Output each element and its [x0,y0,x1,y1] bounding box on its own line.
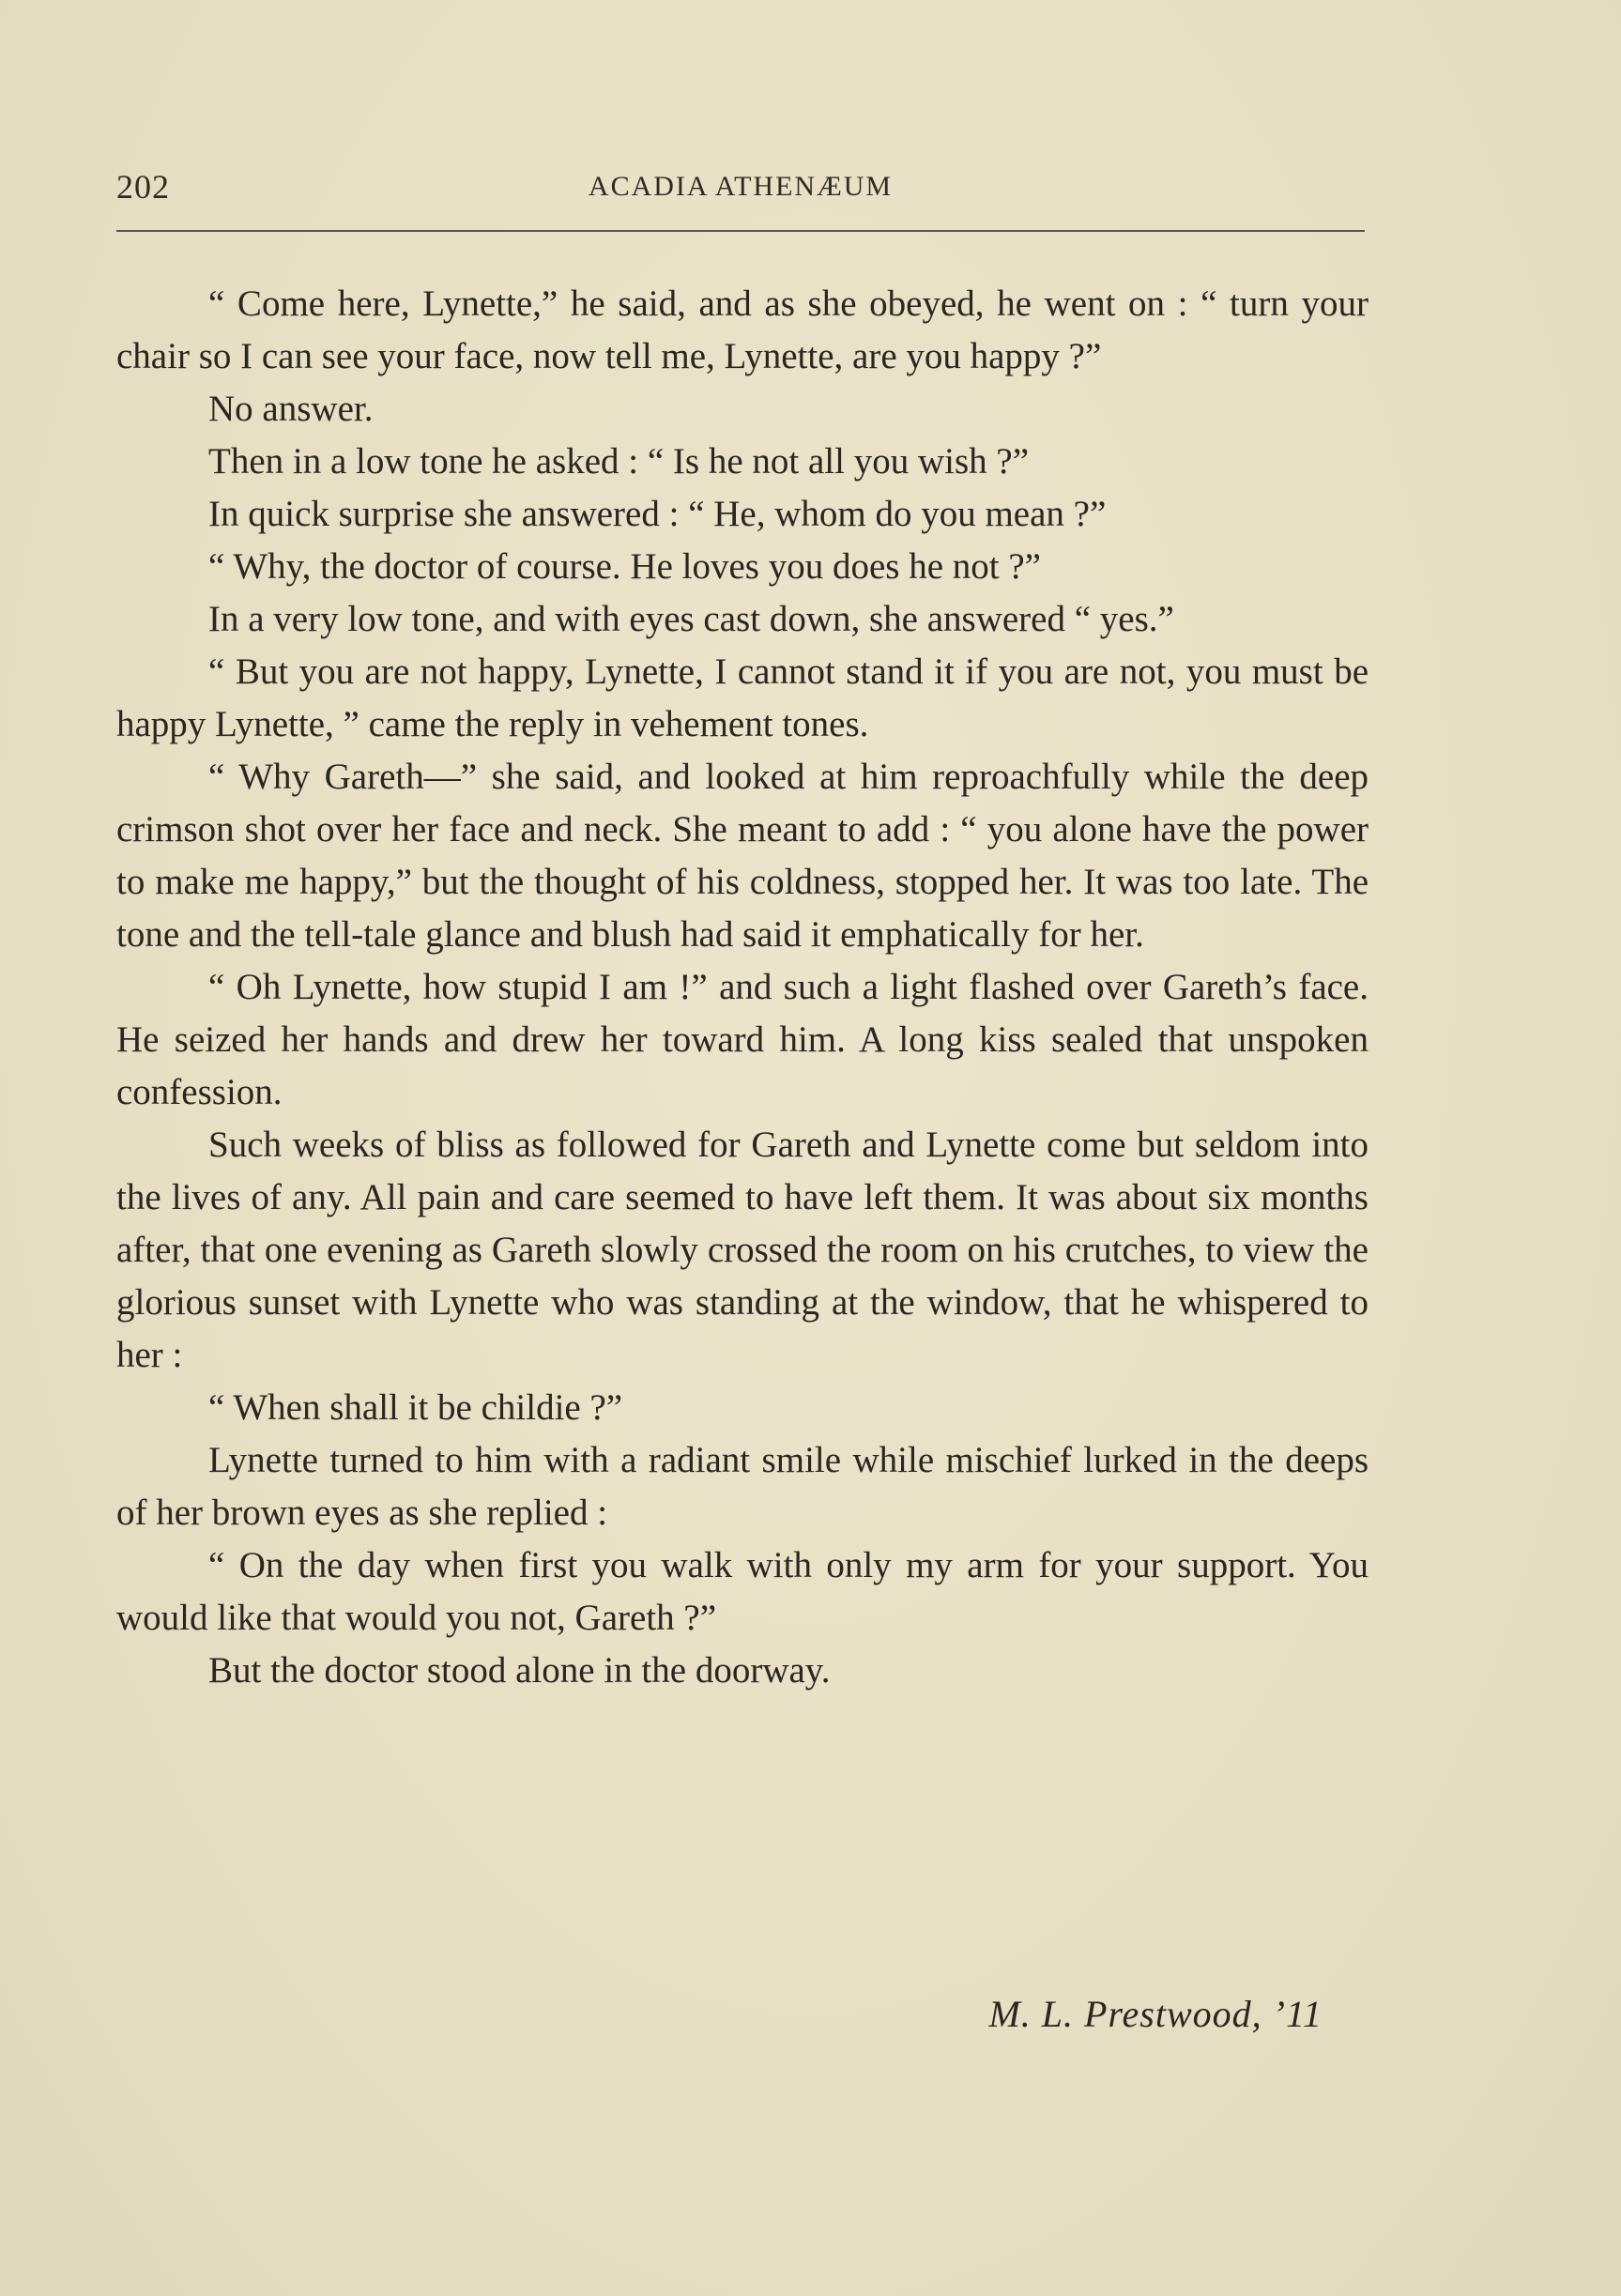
page-header [116,167,1365,214]
paragraph: But the doctor stood alone in the doorway. [208,1650,831,1691]
paragraph: In quick surprise she answered : “ He, whom do you mean ?” [208,494,1107,534]
author-signature: M. L. Prestwood, ’11 [988,1993,1323,2035]
running-head: ACADIA ATHENÆUM [588,171,894,202]
page-number: 202 [116,168,170,206]
paragraph: In a very low tone, and with eyes cast down, she answered “ yes.” [208,599,1174,639]
paragraph: “ Come here, Lynette,” he said, and as she obeyed, he went on : “ turn your chair so I can see your face, now tell me, Lynette, are you happy ?” [116,283,1369,376]
paragraph: “ Why Gareth—” she said, and looked at him reproachfully while the deep crimson shot over her face and neck. She meant to add : “ you alone have the power to make me happy,” but the thought of his coldness, stopped her. It was too late. The tone and the tell-tale glance and blush had said it emphatically for her. [116,757,1369,955]
paragraph: “ When shall it be childie ?” [208,1387,623,1428]
paragraph: “ Oh Lynette, how stupid I am !” and such a light flashed over Gareth’s face. He seized her hands and drew her toward him. A long kiss sealed that unspoken confession. [116,967,1369,1112]
paragraph: No answer. [208,389,374,429]
paragraph: “ On the day when first you walk with only my arm for your support. You would like that would you not, Gareth ?” [116,1545,1369,1638]
story-text [116,278,1369,1697]
paragraph: Lynette turned to him with a radiant smile while mischief lurked in the deeps of her brown eyes as she replied : [116,1440,1369,1533]
paragraph: Then in a low tone he asked : “ Is he not all you wish ?” [208,441,1030,482]
paragraph: “ Why, the doctor of course. He loves you does he not ?” [208,546,1041,587]
header-rule [116,230,1365,232]
paragraph: “ But you are not happy, Lynette, I cannot stand it if you are not, you must be happy Lynette, ” came the reply in vehement tones. [116,651,1369,744]
paragraph: Such weeks of bliss as followed for Gareth and Lynette come but seldom into the lives of any. All pain and care seemed to have left them. It was about six months after, that one evening as Gareth slowly crossed the room on his crutches, to view the glorious sunset with Lynette who was standing at the window, that he whispered to her : [116,1125,1369,1375]
